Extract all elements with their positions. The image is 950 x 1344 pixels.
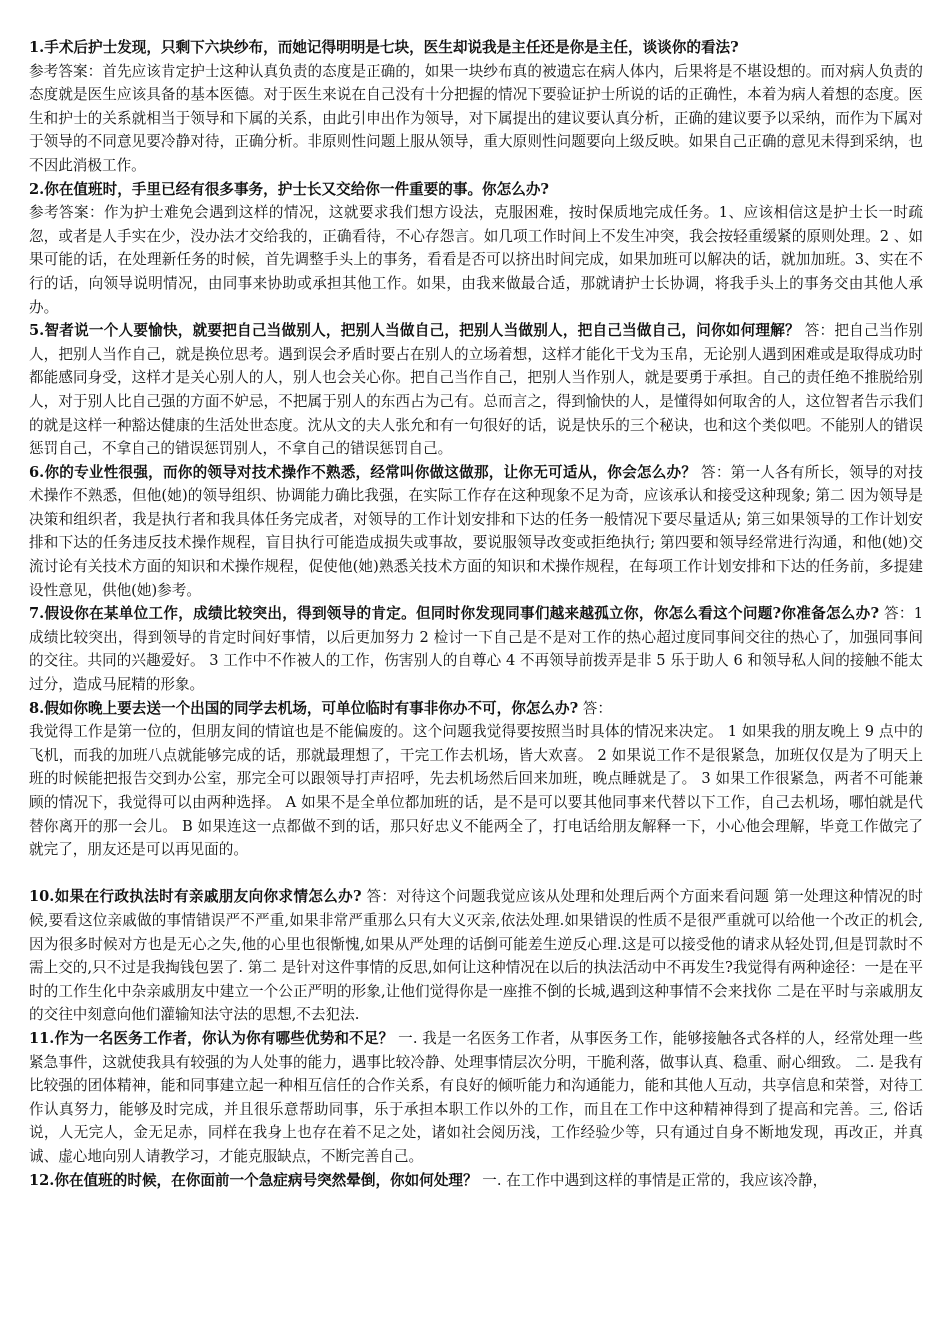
question-10: 10.如果在行政执法时有亲戚朋友向你求情怎么办? bbox=[29, 888, 362, 906]
question-6: 6.你的专业性很强，而你的领导对技术操作不熟悉，经常叫你做这做那，让你无可适从，你会怎么办？ bbox=[29, 463, 697, 481]
answer-5: 答：把自己当作别人，把别人当作自己，就是换位思考。遇到误会矛盾时要占在别人的立场着想，这样才能化干戈为玉帛，无论别人遇到困难或是取得成功时都能感同身受，这样才是关心别人的人，别人也会关心你。把自己当作自己，把别人当作别人，就是要勇于承担。自己的责任绝不推脱给别人，对于别人比自己强的方面不妒忌，不把属于别人的东西占为己有。总而言之，得到愉快的人，是懂得如何取舍的人，这位智者告示我们的就是这样一种豁达健康的生活处世态度。沈从文的夫人张允和有一句很好的话，说是快乐的三个秘诀，也和这个类似吧。不能别人的错误惩罚自己，不拿自己的错误惩罚别人，不拿自己的错误惩罚自己。 bbox=[29, 322, 923, 458]
question-12: 12.你在值班的时候，在你面前一个急症病号突然晕倒，你如何处理？ bbox=[29, 1171, 478, 1189]
qa-item-7 bbox=[29, 602, 923, 696]
answer-8-lead: 答： bbox=[578, 699, 612, 717]
question-5: 5.智者说一个人要愉快，就要把自己当做别人，把别人当做自己，把别人当做别人，把自己当做自己，问你如何理解？ bbox=[29, 322, 800, 340]
question-2: 2.你在值班时，手里已经有很多事务，护士长又交给你一件重要的事。你怎么办? bbox=[29, 180, 549, 198]
qa-item-1 bbox=[29, 36, 923, 178]
answer-10: 答：对待这个问题我觉应该从处理和处理后两个方面来看问题 第一处理这种情况的时候,要看这位亲戚做的事情错误严不严重,如果非常严重那么只有大义灭亲,依法处理.如果错误的性质不是很严重就可以给他一个改正的机会,因为很多时候对方也是无心之失,他的心里也很惭愧,如果从严处理的话倒可能差生逆反心理.这是可以接受他的请求从轻处罚,但是罚款时不需上交的,只不过是我掏钱包罢了. 第二 是针对这件事情的反思,如何让这种情况在以后的执法活动中不再发生?我觉得有两种途径：一是在平时的工作生化中杂亲戚朋友中建立一个公正严明的形象,让他们觉得你是一座推不倒的长城,遇到这种事情不会来找你 二是在平时与亲戚朋友的交往中刻意向他们灌输知法守法的思想,不去犯法. bbox=[29, 888, 923, 1024]
answer-11: 一. 我是一名医务工作者，从事医务工作，能够接触各式各样的人，经常处理一些紧急事件，这就使我具有较强的为人处事的能力，遇事比较冷静、处理事情层次分明，干脆利落，做事认真、稳重、耐心细致。 二. 是我有比较强的团体精神，能和同事建立起一种相互信任的合作关系，有良好的倾听能力和沟通能力，能和其他人互动，共享信息和荣誉，对待工作认真努力，能够及时完成，并且很乐意帮助同事，乐于承担本职工作以外的工作，而且在工作中这种精神得到了提高和完善。三, 俗话说，人无完人，金无足赤，同样在我身上也存在着不足之处，诸如社会阅历浅，工作经验少等，只有通过自身不断地发现，再改正，并真诚、虚心地向别人请教学习，才能克服缺点，不断完善自己。 bbox=[29, 1029, 923, 1165]
answer-8: 我觉得工作是第一位的，但朋友间的情谊也是不能偏废的。这个问题我觉得要按照当时具体的情况来决定。 1 如果我的朋友晚上 9 点中的飞机，而我的加班八点就能够完成的话，那就最理想了，干完工作去机场，皆大欢喜。 2 如果说工作不是很紧急，加班仅仅是为了明天上班的时候能把报告交到办公室，那完全可以跟领导打声招呼，先去机场然后回来加班，晚点睡就是了。 3 如果工作很紧急，两者不可能兼顾的情况下，我觉得可以由两种选择。 A 如果不是全单位都加班的话，是不是可以要其他同事来代替以下工作，自己去机场，哪怕就是代替你离开的那一会儿。 B 如果连这一点都做不到的话，那只好忠义不能两全了，打电话给朋友解释一下，小心他会理解，毕竟工作做完了就完了，朋友还是可以再见面的。 bbox=[29, 723, 923, 859]
qa-item-12 bbox=[29, 1169, 923, 1193]
answer-7: 答：1 成绩比较突出，得到领导的肯定时间好事情，以后更加努力 2 检讨一下自己是不是对工作的热心超过度同事间交往的热心了，加强同事间的交往。共同的兴趣爱好。 3 工作中不作被人的工作，伤害别人的自尊心 4 不再领导前拨弄是非 5 乐于助人 6 和领导私人间的接触不能太过分，造成马屁精的形象。 bbox=[29, 605, 923, 694]
qa-item-6 bbox=[29, 461, 923, 603]
qa-item-2 bbox=[29, 178, 923, 320]
question-1: 1.手术后护士发现，只剩下六块纱布，而她记得明明是七块，医生却说我是主任还是你是主任，谈谈你的看法? bbox=[29, 39, 739, 56]
qa-item-10 bbox=[29, 885, 923, 1027]
answer-1: 参考答案：首先应该肯定护士这种认真负责的态度是正确的，如果一块纱布真的被遗忘在病人体内，后果将是不堪设想的。而对病人负责的态度就是医生应该具备的基本医德。对于医生来说在自己没有十分把握的情况下要验证护士所说的话的正确性，本着为病人着想的态度。医生和护士的关系就相当于领导和下属的关系，由此引申出作为领导，对下属提出的建议要认真分析，正确的建议要予以采纳，而作为下属对于领导的不同意见要冷静对待，正确分析。非原则性问题上服从领导，重大原则性问题要向上级反映。如果自己正确的意见未得到采纳，也不因此消极工作。 bbox=[29, 62, 923, 174]
question-8: 8.假如你晚上要去送一个出国的同学去机场，可单位临时有事非你办不可，你怎么办? bbox=[29, 699, 579, 717]
answer-6: 答：第一人各有所长，领导的对技术操作不熟悉，但他(她)的领导组织、协调能力确比我强，在实际工作存在这种现象不足为奇，应该承认和接受这种现象; 第二 因为领导是决策和组织者，我是执行者和我具体任务完成者，对领导的工作计划安排和下达的任务一般情况下要尽量适从; 第三如果领导的工作计划安排和下达的任务违反技术操作规程，盲目执行可能造成损失或事故，要说服领导改变或拒绝执行; 第四要和领导经常进行沟通，和他(她)交流讨论有关技术方面的知识和术操作规程，促使他(她)熟悉关技术方面的知识和术操作规程，在每项工作计划安排和下达的任务前，多提建设性意见，供他(她)参考。 bbox=[29, 463, 924, 599]
qa-item-11 bbox=[29, 1027, 923, 1169]
question-11: 11.作为一名医务工作者，你认为你有哪些优势和不足？ bbox=[29, 1029, 394, 1047]
question-7: 7.假设你在某单位工作，成绩比较突出，得到领导的肯定。但同时你发现同事们越来越孤立你，你怎么看这个问题?你准备怎么办? bbox=[29, 605, 880, 623]
qa-item-5 bbox=[29, 319, 923, 461]
answer-12: 一. 在工作中遇到这样的事情是正常的，我应该冷静， bbox=[477, 1171, 828, 1189]
qa-item-8 bbox=[29, 697, 923, 862]
answer-2: 参考答案：作为护士难免会遇到这样的情况，这就要求我们想方设法，克服困难，按时保质地完成任务。1、应该相信这是护士长一时疏忽，或者是人手实在少，没办法才交给我的，正确看待，不心存怨言。如几项工作时间上不发生冲突，我会按轻重缓紧的原则处理。2 、如果可能的话，在处理新任务的时候，首先调整手头上的事务，看看是否可以挤出时间完成，如果加班可以解决的话，就加加班。3、实在不行的话，向领导说明情况，由同事来协助或承担其他工作。如果，由我来做最合适，那就请护士长协调，将我手头上的事务交由其他人承办。 bbox=[29, 204, 923, 316]
